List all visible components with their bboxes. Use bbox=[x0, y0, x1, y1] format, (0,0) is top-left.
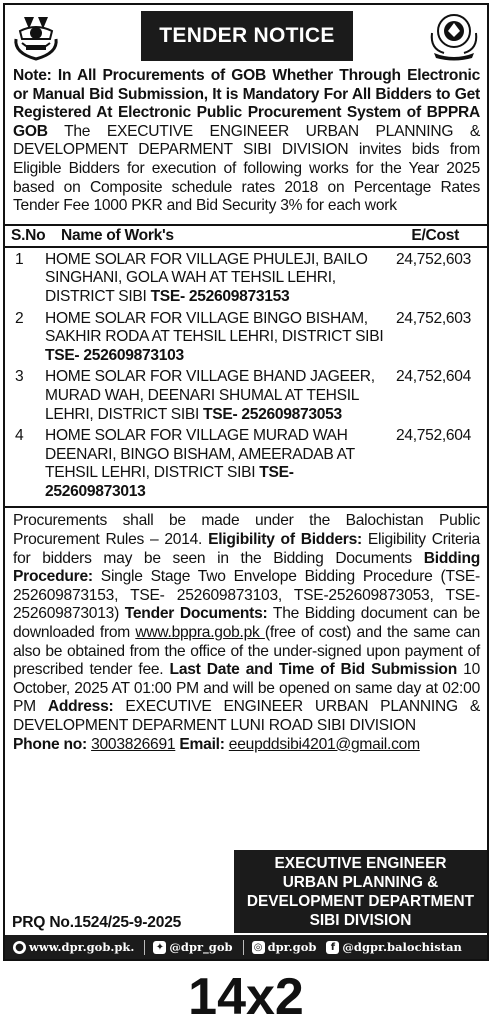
row-name: HOME SOLAR FOR VILLAGE PHULEJI, BAILO SINGHANI, GOLA WAH AT TEHSIL LEHRI, DISTRICT SIBI TSE- 252609873153 bbox=[45, 250, 368, 305]
intro-text: The EXECUTIVE ENGINEER URBAN PLANNING & DEVELOPMENT DEPARMENT SIBI DIVISION invites bids from Eligible Bidders for execution of following works for the Year 2025 based on Composite schedule rates 2018 on Percentage Rates Tender Fee 1000 PKR and Bid Security 3% for each work bbox=[13, 122, 480, 215]
prq-number: PRQ No.1524/25-9-2025 bbox=[12, 914, 182, 931]
signature-box bbox=[234, 850, 487, 933]
signature-line: EXECUTIVE ENGINEER bbox=[274, 855, 447, 872]
footer-website[interactable]: ● www.dpr.gob.pk. bbox=[13, 940, 134, 954]
works-table bbox=[5, 224, 487, 509]
footer-instagram[interactable]: ◎ dpr.gob bbox=[252, 940, 317, 954]
row-sno: 1 bbox=[15, 250, 24, 268]
page-title: TENDER NOTICE bbox=[141, 11, 353, 61]
ad-size-label: 14x2 bbox=[188, 968, 304, 1024]
department-seal-icon bbox=[426, 9, 482, 61]
row-name: HOME SOLAR FOR VILLAGE MURAD WAH DEENARI, BINGO BISHAM, AMEERADAB AT TEHSIL LEHRI, DISTRICT SIBI TSE- 252609873013 bbox=[45, 427, 355, 500]
table-row bbox=[5, 365, 487, 424]
row-cost: 24,752,603 bbox=[395, 309, 471, 327]
details-paragraph: Procurements shall be made under the Balochistan Public Procurement Rules – 2014. Eligibility of Bidders: Eligibility Criteria for bidders may be seen in the Bidding Documents Bidding Procedure: Single Stage Two Envelope Bidding Procedure (TSE-252609873153, TSE- 252609873103, TSE-252609873053, TSE-252609873013) Tender Documents: The Bidding document can be downloaded from www.bppra.gob.pk (free of cost) and the same can also be obtained from the office of the under-signed upon payment of prescribed tender fee. Last Date and Time of Bid Submission 10 October, 2025 AT 01:00 PM and will be opened on same day at 02:00 PM Address: EXECUTIVE ENGINEER URBAN PLANNING & DEVELOPMENT DEPARMENT LUNI ROAD SIBI DIVISION Phone no: 3003826691 Email: eeupddsibi4201@gmail.com bbox=[13, 512, 480, 753]
instagram-icon: ◎ bbox=[252, 941, 265, 954]
bppra-website-link[interactable]: www.bppra.gob.pk bbox=[135, 624, 265, 642]
row-sno: 4 bbox=[15, 427, 24, 445]
row-sno: 3 bbox=[15, 368, 24, 386]
table-row bbox=[5, 424, 487, 501]
mandatory-note: Note: In All Procurements of GOB Whether Through Electronic or Manual Bid Submission, It is Mandatory For All Bidders to Get Registered At Electronic Public Procurement System of BPPRA GOB bbox=[13, 67, 480, 140]
header-name: Name of Work's bbox=[61, 226, 174, 244]
footer-twitter[interactable]: ✦ @dpr_gob bbox=[153, 940, 232, 954]
signature-line: SIBI DIVISION bbox=[309, 912, 412, 929]
facebook-icon: f bbox=[326, 941, 339, 954]
row-cost: 24,752,603 bbox=[395, 250, 471, 268]
signature-line: URBAN PLANNING & bbox=[282, 874, 439, 891]
footer-divider bbox=[243, 940, 244, 955]
globe-icon: ● bbox=[13, 941, 26, 954]
footer-facebook[interactable]: f @dgpr.balochistan bbox=[326, 940, 462, 954]
phone-number[interactable]: 3003826691 bbox=[91, 735, 176, 753]
header-sno: S.No bbox=[11, 226, 46, 244]
tender-notice bbox=[3, 3, 489, 961]
signature-line: DEVELOPMENT DEPARTMENT bbox=[246, 893, 475, 910]
procedure-label: Bidding Procedure: bbox=[13, 549, 480, 586]
row-cost: 24,752,604 bbox=[395, 427, 471, 445]
phone-label: Phone no: bbox=[13, 735, 87, 753]
footer-divider bbox=[144, 940, 145, 955]
works-table-header bbox=[5, 226, 487, 248]
row-cost: 24,752,604 bbox=[395, 368, 471, 386]
table-row bbox=[5, 307, 487, 366]
row-sno: 2 bbox=[15, 309, 24, 327]
row-tse: TSE- 252609873153 bbox=[150, 287, 290, 305]
documents-label: Tender Documents: bbox=[124, 605, 268, 623]
row-tse: TSE- 252609873103 bbox=[45, 346, 184, 364]
works-table-body bbox=[5, 248, 487, 507]
address-label: Address: bbox=[47, 698, 114, 716]
table-row bbox=[5, 248, 487, 307]
email-label: Email: bbox=[179, 735, 225, 753]
intro-paragraph bbox=[5, 67, 487, 216]
twitter-icon: ✦ bbox=[153, 941, 166, 954]
balochistan-emblem-icon bbox=[10, 9, 62, 61]
eligibility-label: Eligibility of Bidders: bbox=[208, 531, 362, 549]
deadline-label: Last Date and Time of Bid Submission bbox=[169, 661, 457, 679]
row-name: HOME SOLAR FOR VILLAGE BINGO BISHAM, SAKHIR RODA AT TEHSIL LEHRI, DISTRICT SIBI TSE- 252609873103 bbox=[45, 309, 384, 364]
footer-bar bbox=[5, 935, 487, 959]
signature-area bbox=[5, 850, 487, 933]
notice-header bbox=[5, 5, 487, 67]
header-cost: E/Cost bbox=[411, 226, 459, 244]
row-tse: TSE- 252609873013 bbox=[45, 464, 294, 500]
row-tse: TSE- 252609873053 bbox=[203, 405, 342, 423]
row-name: HOME SOLAR FOR VILLAGE BHAND JAGEER, MURAD WAH, DEENARI SHUMAL AT TEHSIL LEHRI, DISTRICT SIBI TSE- 252609873053 bbox=[45, 368, 375, 423]
email-link[interactable]: eeupddsibi4201@gmail.com bbox=[228, 735, 420, 753]
